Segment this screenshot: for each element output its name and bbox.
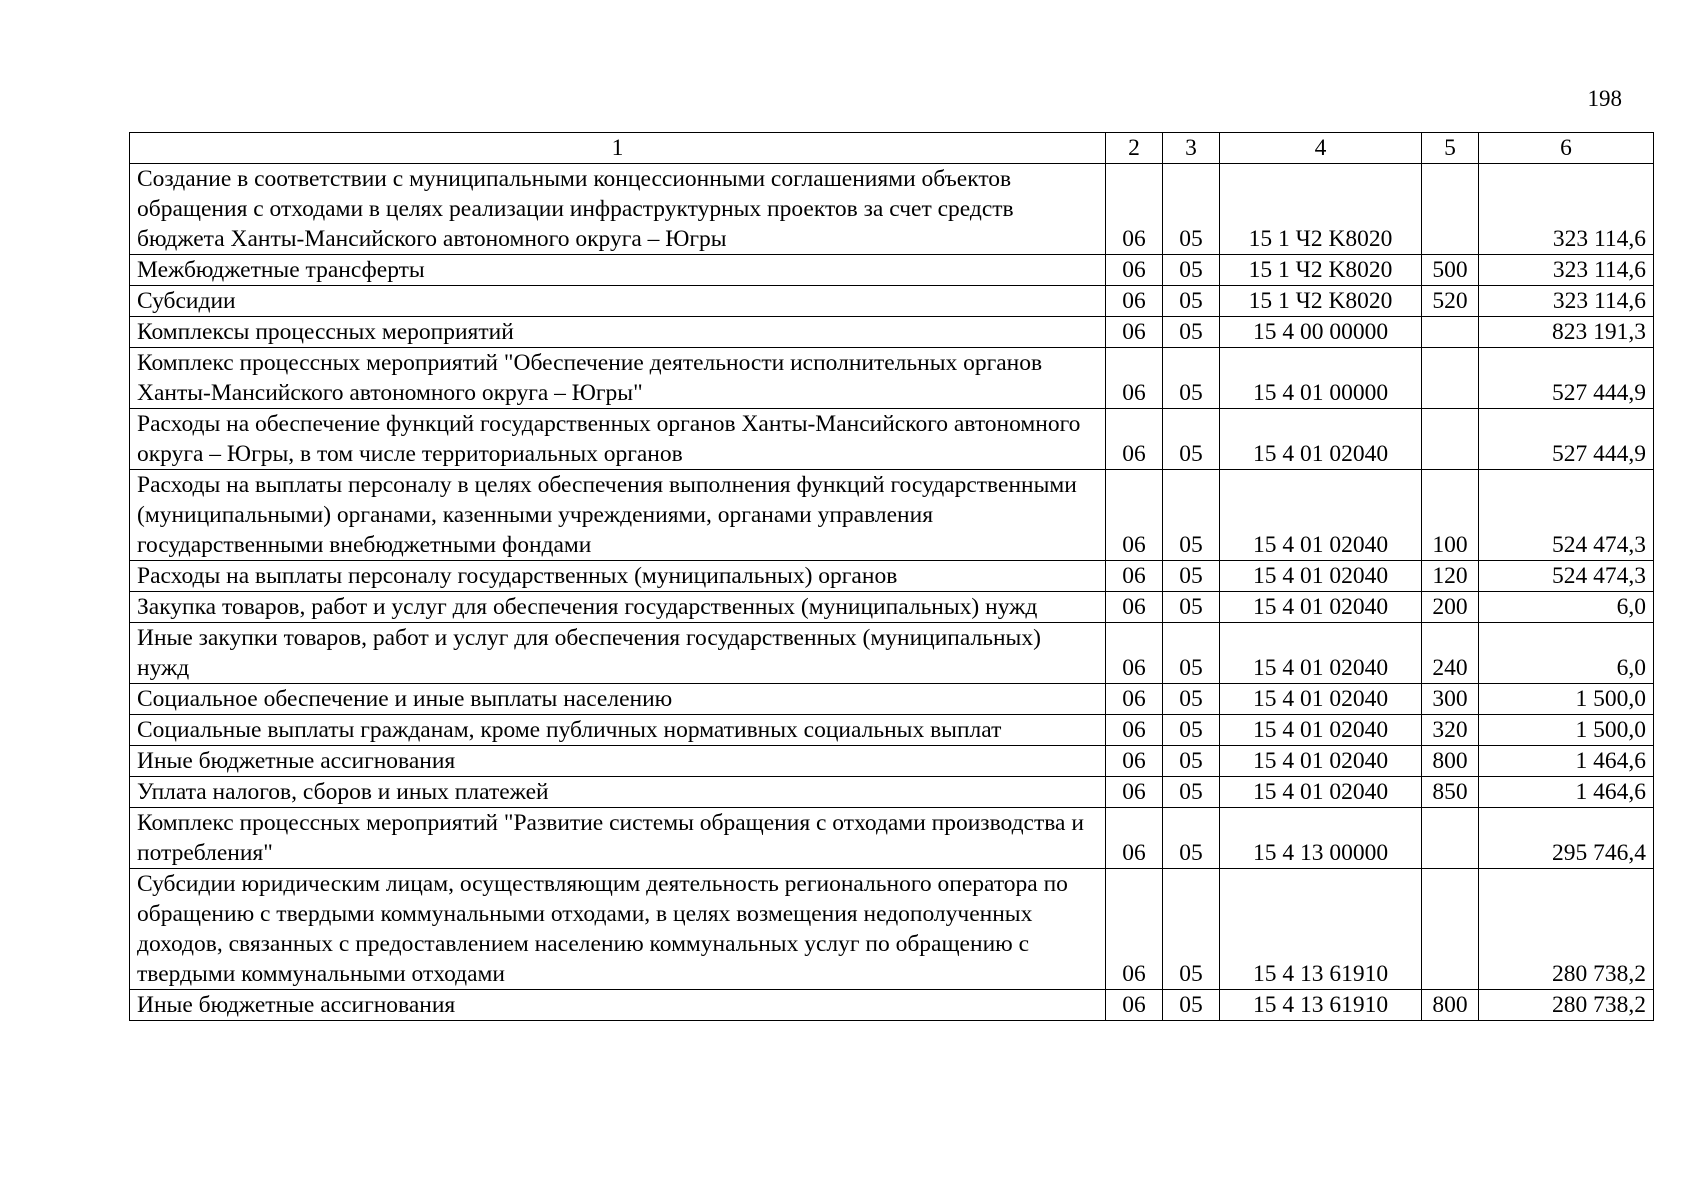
subsection-cell: 05 <box>1163 990 1220 1021</box>
name-cell: Закупка товаров, работ и услуг для обеспечения государственных (муниципальных) нужд <box>130 592 1106 623</box>
target-article-cell: 15 4 01 02040 <box>1220 746 1422 777</box>
header-col-3: 3 <box>1163 133 1220 164</box>
subsection-cell: 05 <box>1163 623 1220 684</box>
section-cell: 06 <box>1106 286 1163 317</box>
header-col-4: 4 <box>1220 133 1422 164</box>
expense-type-cell <box>1422 409 1479 470</box>
name-cell: Межбюджетные трансферты <box>130 255 1106 286</box>
expense-type-cell: 520 <box>1422 286 1479 317</box>
target-article-cell: 15 4 01 02040 <box>1220 623 1422 684</box>
page-number: 198 <box>1587 86 1622 111</box>
section-cell: 06 <box>1106 746 1163 777</box>
subsection-cell: 05 <box>1163 715 1220 746</box>
amount-cell: 323 114,6 <box>1479 255 1654 286</box>
table-row <box>130 470 1654 561</box>
name-cell: Создание в соответствии с муниципальными концессионными соглашениями объектов обращения с отходами в целях реализации инфраструктурных проектов за счет средств бюджета Ханты-Мансийского автономного округа – Югры <box>130 164 1106 255</box>
target-article-cell: 15 4 01 02040 <box>1220 561 1422 592</box>
amount-cell: 527 444,9 <box>1479 409 1654 470</box>
target-article-cell: 15 1 Ч2 K8020 <box>1220 286 1422 317</box>
header-col-6: 6 <box>1479 133 1654 164</box>
section-cell: 06 <box>1106 164 1163 255</box>
target-article-cell: 15 4 13 61910 <box>1220 869 1422 990</box>
section-cell: 06 <box>1106 561 1163 592</box>
subsection-cell: 05 <box>1163 808 1220 869</box>
expense-type-cell: 800 <box>1422 746 1479 777</box>
header-col-1: 1 <box>130 133 1106 164</box>
target-article-cell: 15 4 01 02040 <box>1220 409 1422 470</box>
table-row <box>130 286 1654 317</box>
section-cell: 06 <box>1106 808 1163 869</box>
table-row <box>130 592 1654 623</box>
table-row <box>130 990 1654 1021</box>
expense-type-cell: 240 <box>1422 623 1479 684</box>
subsection-cell: 05 <box>1163 164 1220 255</box>
header-col-5: 5 <box>1422 133 1479 164</box>
expense-type-cell: 120 <box>1422 561 1479 592</box>
subsection-cell: 05 <box>1163 470 1220 561</box>
subsection-cell: 05 <box>1163 561 1220 592</box>
name-cell: Иные закупки товаров, работ и услуг для обеспечения государственных (муниципальных) нужд <box>130 623 1106 684</box>
name-cell: Иные бюджетные ассигнования <box>130 990 1106 1021</box>
section-cell: 06 <box>1106 715 1163 746</box>
target-article-cell: 15 4 01 02040 <box>1220 592 1422 623</box>
expense-type-cell: 200 <box>1422 592 1479 623</box>
target-article-cell: 15 4 01 00000 <box>1220 348 1422 409</box>
expense-type-cell <box>1422 164 1479 255</box>
amount-cell: 280 738,2 <box>1479 869 1654 990</box>
section-cell: 06 <box>1106 990 1163 1021</box>
name-cell: Субсидии юридическим лицам, осуществляющим деятельность регионального оператора по обращению с твердыми коммунальными отходами, в целях возмещения недополученных доходов, связанных с предоставлением населению коммунальных услуг по обращению с твердыми коммунальными отходами <box>130 869 1106 990</box>
budget-table <box>129 132 1654 1021</box>
table-row <box>130 808 1654 869</box>
amount-cell: 1 464,6 <box>1479 746 1654 777</box>
amount-cell: 6,0 <box>1479 623 1654 684</box>
target-article-cell: 15 4 01 02040 <box>1220 470 1422 561</box>
table-row <box>130 684 1654 715</box>
table-row <box>130 409 1654 470</box>
header-col-2: 2 <box>1106 133 1163 164</box>
table-row <box>130 623 1654 684</box>
section-cell: 06 <box>1106 470 1163 561</box>
name-cell: Иные бюджетные ассигнования <box>130 746 1106 777</box>
table-row <box>130 777 1654 808</box>
amount-cell: 6,0 <box>1479 592 1654 623</box>
subsection-cell: 05 <box>1163 777 1220 808</box>
section-cell: 06 <box>1106 255 1163 286</box>
expense-type-cell: 850 <box>1422 777 1479 808</box>
expense-type-cell: 500 <box>1422 255 1479 286</box>
subsection-cell: 05 <box>1163 348 1220 409</box>
target-article-cell: 15 1 Ч2 K8020 <box>1220 164 1422 255</box>
amount-cell: 524 474,3 <box>1479 470 1654 561</box>
name-cell: Расходы на выплаты персоналу в целях обеспечения выполнения функций государственными (муниципальными) органами, казенными учреждениями, органами управления государственными внебюджетными фондами <box>130 470 1106 561</box>
expense-type-cell: 800 <box>1422 990 1479 1021</box>
table-row <box>130 561 1654 592</box>
name-cell: Расходы на выплаты персоналу государственных (муниципальных) органов <box>130 561 1106 592</box>
amount-cell: 323 114,6 <box>1479 164 1654 255</box>
expense-type-cell <box>1422 808 1479 869</box>
expense-type-cell <box>1422 317 1479 348</box>
section-cell: 06 <box>1106 684 1163 715</box>
amount-cell: 527 444,9 <box>1479 348 1654 409</box>
table-row <box>130 348 1654 409</box>
table-row <box>130 746 1654 777</box>
subsection-cell: 05 <box>1163 286 1220 317</box>
header-row <box>130 133 1654 164</box>
table-row <box>130 164 1654 255</box>
subsection-cell: 05 <box>1163 317 1220 348</box>
name-cell: Расходы на обеспечение функций государственных органов Ханты-Мансийского автономного округа – Югры, в том числе территориальных органов <box>130 409 1106 470</box>
expense-type-cell <box>1422 348 1479 409</box>
subsection-cell: 05 <box>1163 869 1220 990</box>
table-body <box>130 164 1654 1021</box>
target-article-cell: 15 4 01 02040 <box>1220 684 1422 715</box>
expense-type-cell: 300 <box>1422 684 1479 715</box>
target-article-cell: 15 4 13 61910 <box>1220 990 1422 1021</box>
target-article-cell: 15 1 Ч2 K8020 <box>1220 255 1422 286</box>
target-article-cell: 15 4 00 00000 <box>1220 317 1422 348</box>
name-cell: Субсидии <box>130 286 1106 317</box>
amount-cell: 1 500,0 <box>1479 684 1654 715</box>
name-cell: Уплата налогов, сборов и иных платежей <box>130 777 1106 808</box>
amount-cell: 280 738,2 <box>1479 990 1654 1021</box>
name-cell: Комплекс процессных мероприятий "Обеспечение деятельности исполнительных органов Ханты-Мансийского автономного округа – Югры" <box>130 348 1106 409</box>
section-cell: 06 <box>1106 623 1163 684</box>
amount-cell: 524 474,3 <box>1479 561 1654 592</box>
name-cell: Комплекс процессных мероприятий "Развитие системы обращения с отходами производства и потребления" <box>130 808 1106 869</box>
name-cell: Социальные выплаты гражданам, кроме публичных нормативных социальных выплат <box>130 715 1106 746</box>
subsection-cell: 05 <box>1163 592 1220 623</box>
subsection-cell: 05 <box>1163 409 1220 470</box>
subsection-cell: 05 <box>1163 684 1220 715</box>
table-row <box>130 317 1654 348</box>
target-article-cell: 15 4 13 00000 <box>1220 808 1422 869</box>
table-row <box>130 715 1654 746</box>
subsection-cell: 05 <box>1163 255 1220 286</box>
expense-type-cell: 320 <box>1422 715 1479 746</box>
section-cell: 06 <box>1106 348 1163 409</box>
amount-cell: 823 191,3 <box>1479 317 1654 348</box>
target-article-cell: 15 4 01 02040 <box>1220 777 1422 808</box>
name-cell: Социальное обеспечение и иные выплаты населению <box>130 684 1106 715</box>
section-cell: 06 <box>1106 777 1163 808</box>
target-article-cell: 15 4 01 02040 <box>1220 715 1422 746</box>
expense-type-cell: 100 <box>1422 470 1479 561</box>
amount-cell: 1 500,0 <box>1479 715 1654 746</box>
amount-cell: 323 114,6 <box>1479 286 1654 317</box>
amount-cell: 295 746,4 <box>1479 808 1654 869</box>
table-row <box>130 869 1654 990</box>
section-cell: 06 <box>1106 317 1163 348</box>
section-cell: 06 <box>1106 592 1163 623</box>
table-row <box>130 255 1654 286</box>
name-cell: Комплексы процессных мероприятий <box>130 317 1106 348</box>
section-cell: 06 <box>1106 409 1163 470</box>
subsection-cell: 05 <box>1163 746 1220 777</box>
amount-cell: 1 464,6 <box>1479 777 1654 808</box>
section-cell: 06 <box>1106 869 1163 990</box>
expense-type-cell <box>1422 869 1479 990</box>
